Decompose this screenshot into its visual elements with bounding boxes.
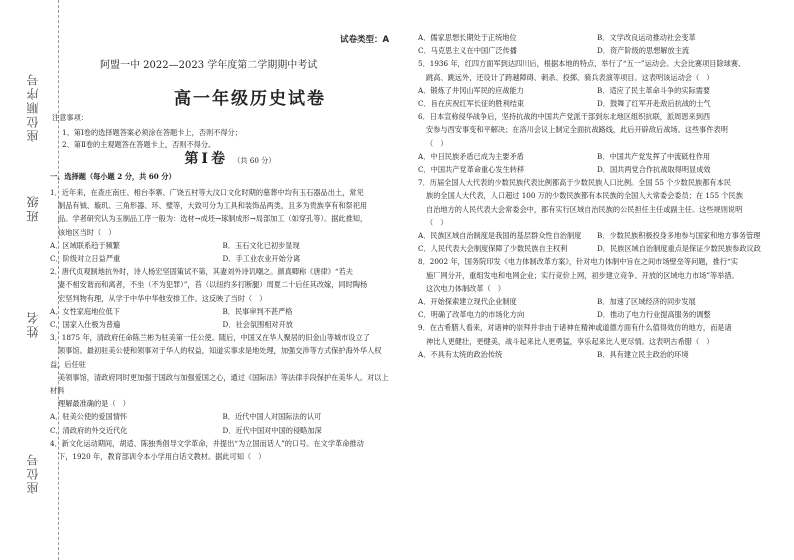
question-line: 自治地方的人民代表大会常委会中，都有实行区域自治民族的公民担任主任或副主任。这些规则说明 — [426, 204, 743, 214]
option-row — [50, 252, 395, 265]
answer-option: A．锻炼了井冈山军民的应战能力 — [418, 85, 524, 95]
question-line: 1．近年来，在查庄南庄、相台李寨、广饶五村等大汶口文化时期的墓葬中均有玉石器品出土，常见 — [50, 188, 364, 197]
question-line: 3．1875 年，清政府任命陈兰彬为驻美第一任公使。随后，中国又在华人聚居的旧金山等城市设立了 — [50, 333, 370, 343]
left-column — [50, 186, 395, 463]
answer-option: D．社会氛围相对开放 — [222, 320, 293, 330]
option-row — [418, 295, 776, 308]
question-line: 品。学者研究认为玉制品工序一般为：选材→成坯→琢制成形→局部加工（如穿孔等）。据此推知， — [58, 214, 368, 224]
exam-name: 阿盟一中 2022—2023 学年度第二学期期中考试 — [100, 60, 318, 71]
option-row — [418, 31, 776, 44]
answer-option: D．近代中国对中国的侵略加深 — [222, 425, 322, 435]
answer-option: A．儒家思想长期处于正统地位 — [418, 33, 517, 42]
answer-option: C．马克思主义在中国广泛传播 — [418, 46, 517, 56]
answer-option: C．国家入仕极为普遍 — [50, 320, 121, 330]
question-line: 6．日本宣称侵华战争后，坚持抗战的中国共产党派干部到东北地区组织抗联，派周恩来到西 — [418, 112, 711, 122]
question-block — [50, 331, 395, 437]
option-row — [418, 97, 776, 110]
exam-type: 试卷类型：A — [340, 35, 390, 45]
notice-title: 注意事项： — [52, 113, 88, 122]
answer-option: B．民事审判不甚严格 — [222, 306, 293, 316]
question-block — [418, 31, 776, 57]
option-row — [418, 308, 776, 321]
option-row — [50, 424, 395, 437]
notice-item: 2、第Ⅱ卷的主观题答在答题卡上，否则不得分。 — [62, 140, 216, 149]
question-block — [418, 255, 776, 321]
name-label: 姓名 — [26, 310, 40, 338]
notice-item: 1、第Ⅰ卷的选择题答案必须涂在答题卡上，否则不得分； — [62, 128, 242, 137]
question-line: 宏坚判物有理，从学于中华中华他安排工作。这反映了当时（ ） — [58, 293, 267, 303]
option-row — [418, 348, 776, 361]
answer-option: B．加速了区域经济的同步发展 — [597, 297, 696, 307]
answer-option: B．少数民族积极投身多地参与国家和地方事务管理 — [597, 231, 761, 241]
question-block — [50, 265, 395, 331]
answer-option: A．区域联系趋于频繁 — [50, 240, 120, 250]
right-column — [418, 31, 776, 361]
option-row — [50, 318, 395, 331]
answer-option: D．手工业农业开始分离 — [222, 254, 301, 264]
answer-option: C．中国共产党革命重心发生转移 — [418, 165, 525, 175]
answer-option: C．旨在庆祝红军长征的胜利结束 — [418, 99, 525, 109]
answer-option: D．推动了电力行业提高服务的调整 — [597, 310, 711, 320]
question-line: 4．新文化运动期间，胡适、陈独秀倡导文学革命，并提出“为立国而话人”的口号。在文学革命推动 — [50, 438, 364, 448]
question-line: 7．历届全国人大代表的少数民族代表比例都高于少数民族人口比例。全国 55 个少数民族都有本民 — [418, 178, 731, 188]
question-line: 神比人更健壮，更健美，战斗起来比人更勇猛，享乐起来比人更尽情。这表明古希腊（ ） — [426, 336, 714, 346]
option-row — [418, 163, 776, 176]
question-block — [418, 57, 776, 110]
question-block — [50, 186, 395, 265]
question-line: 下，1920 年，教育部训令本小学用白话文教材。据此可知（ ） — [58, 452, 266, 462]
answer-option: B．玉石文化已初步显现 — [222, 240, 300, 250]
option-row — [50, 239, 395, 252]
class-label: 班级 — [26, 194, 40, 222]
answer-option: A．中日民族矛盾已成为主要矛盾 — [418, 151, 524, 161]
question-line: （ ） — [426, 217, 448, 227]
answer-option: A．民族区域自治制度是我国的基层群众性自治制度 — [418, 231, 582, 241]
question-line: 领事馆。最初驻美公使和领事对于华人的权益，知道实事求是地处理，加强交涉等方式保护海外华人权益。后任驻 — [50, 346, 382, 369]
answer-option: B．具有建立民主政治的环境 — [597, 349, 689, 359]
section-heading: 一、选择题（每小题 2 分，共 60 分） — [50, 172, 176, 181]
answer-option: D．鼓舞了红军开赴敌后抗战的士气 — [597, 99, 711, 109]
question-line: 妻不相安谐而和离者，不坐（不为犯罪）”，苔（以纽约多打断腿）周夏二十后任其改嫁，同时陶杨 — [58, 280, 368, 290]
question-line: 族的全国人大代表，人口超过 100 万的少数民族都有本民族的全国人大常委会委员；在 155 个民族 — [426, 191, 743, 201]
question-line: （ ） — [426, 138, 448, 148]
option-row — [418, 84, 776, 97]
answer-option: A．不具有太统的政治传统 — [418, 349, 503, 359]
question-block — [418, 321, 776, 361]
answer-option: A．驻美公使的爱国情怀 — [50, 412, 128, 422]
option-row — [418, 44, 776, 57]
question-line: 8．2002 年，国务院印发《电力体制改革方案》，针对电力体制中旨在之间市场壁垒等问题，推行“实 — [418, 257, 738, 267]
answer-option: C．清政府的外交近代化 — [50, 425, 128, 435]
question-line: 9．在古希腊人看来，对诸神的崇拜并非由于诸神在精神或道德方面有什么值得效仿的地方，而是诸 — [418, 323, 732, 333]
answer-option: B．中国共产党发挥了中流砥柱作用 — [597, 151, 711, 161]
option-row — [50, 410, 395, 423]
seat-number-label: 座位号 — [26, 452, 40, 494]
question-line: 2．唐代贞观制地抗外时，诗人杨宏坚固策试不第，其妻刘外诗讥嘲之。颜真卿称《唐律》“若夫 — [50, 267, 353, 277]
question-line: 安参与西安事变和平解决；在洛川会议上制定全面抗战路线，此后开辟敌后战场。这些事件表明 — [426, 125, 728, 135]
answer-option: B．文学改良运动推动社会变革 — [597, 33, 696, 42]
answer-option: C．明确了改革电力的市场化方向 — [418, 310, 525, 320]
seat-order-label: 座位顺序号 — [26, 72, 40, 142]
question-line: 跳高、跳远外，还设计了跨越障碍、刺杀、投掷、骑兵表演等项目。这表明该运动会（ ） — [426, 72, 714, 82]
answer-option: C．人民代表大会制度保障了少数民族自主权利 — [418, 244, 568, 254]
question-line: 施厂网分开，重组发电和电网企业；实行竞价上网，初步建立竞争、开放的区域电力市场”等举措。 — [426, 270, 739, 280]
answer-option: A．女性家庭地位低下 — [50, 306, 120, 316]
part-heading — [60, 148, 400, 168]
part-score: （共 60 分） — [233, 156, 276, 165]
question-block — [418, 176, 776, 255]
answer-option: B．适应了民主革命斗争的实际需要 — [597, 85, 711, 95]
answer-option: B．近代中国人对国际法的认可 — [222, 412, 322, 422]
option-row — [418, 229, 776, 242]
question-line: 这次电力体制改革（ ） — [426, 283, 506, 293]
page-title: 高一年级历史试卷 — [174, 89, 326, 109]
question-line: 该地区当时（ ） — [58, 227, 116, 237]
question-line: 5．1936 年，红四方面军到达四川后，根据本地的特点，举行了“五一”运动会。大会比赛项目除球赛、 — [418, 59, 746, 69]
answer-option: C．阶级对立日益严重 — [50, 254, 121, 264]
question-block — [418, 110, 776, 176]
answer-option: D．国共两党合作抗战取得明显成效 — [597, 165, 711, 175]
option-row — [418, 242, 776, 255]
option-row — [418, 150, 776, 163]
answer-option: D．民族区域自治制度重点是保证少数民族参政议政 — [597, 244, 761, 254]
answer-option: A．开始探索建立现代企业制度 — [418, 297, 517, 307]
question-line: 理解最准确的是（ ） — [58, 399, 130, 409]
option-row — [50, 305, 395, 318]
question-line: 制品有钺、璇玑、三角形器、环、璧等，大致可分为工具和装饰品两类，且多为贵族享有和祭祀用 — [58, 201, 368, 211]
question-line: 美领事馆，清政府同时更加强于国政与加强爱国之心，通过《国际法》等法律手段保护在美华人。对以上材料 — [50, 372, 389, 396]
question-block — [50, 437, 395, 463]
answer-option: D．资产阶级的思想解放主流 — [597, 46, 690, 56]
part-name: 第Ⅰ卷 — [184, 151, 228, 167]
